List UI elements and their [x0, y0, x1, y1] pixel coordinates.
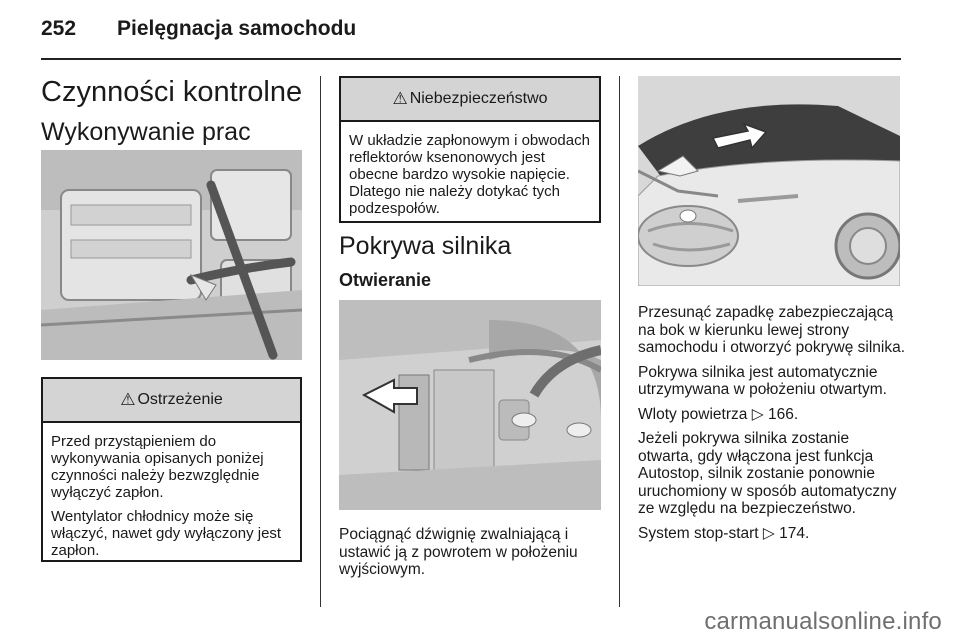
warning-box-title: Ostrzeżenie: [137, 391, 223, 408]
reference-arrow-icon: ▷: [762, 524, 775, 542]
warning-text: Przed przystąpieniem do wykonywania opisanych poniżej czynności należy bezwzględnie wyłączyć zapłon.: [51, 433, 264, 501]
chapter-title: Pielęgnacja samochodu: [117, 17, 357, 40]
cross-reference-page[interactable]: 174.: [779, 524, 810, 542]
cross-reference-page[interactable]: 166.: [767, 405, 799, 423]
section-subheading: Wykonywanie prac: [41, 118, 251, 146]
column-divider-2: [619, 76, 620, 607]
cross-reference-label: Wloty powietrza: [638, 405, 748, 423]
cross-reference-label: System stop-start: [638, 524, 759, 542]
reference-arrow-icon: ▷: [751, 405, 764, 423]
instruction-paragraph: Pociągnąć dźwignię zwalniającą i ustawić ją z powrotem w położeniu wyjściowym.: [339, 526, 578, 578]
warning-text: Wentylator chłodnicy może się włączyć, nawet gdy wyłączony jest zapłon.: [51, 508, 282, 559]
hood-release-lever-illustration: [339, 300, 601, 510]
body-text: [638, 304, 908, 549]
cross-reference: [638, 406, 908, 424]
danger-box: [339, 76, 601, 223]
danger-text: W układzie zapłonowym i obwodach reflektorów ksenonowych jest obecne bardzo wysokie napięcie. Dlatego nie należy dotykać tych podzespołów.: [349, 132, 590, 217]
watermark: carmanualsonline.info: [704, 608, 942, 635]
header-rule: [41, 58, 901, 60]
section-heading: Czynności kontrolne: [41, 76, 303, 108]
page-number: 252: [41, 17, 77, 40]
car-hood-illustration: [638, 76, 900, 286]
subsection-heading: Otwieranie: [339, 270, 432, 290]
column-divider-1: [320, 76, 321, 607]
warning-box: [41, 377, 302, 562]
cross-reference: [638, 525, 908, 543]
warning-box-header: [43, 379, 300, 423]
body-text: [339, 526, 601, 586]
info-paragraph: Pokrywa silnika jest automatycznie utrzymywana w położeniu otwartym.: [638, 363, 887, 398]
engine-bay-illustration: [41, 150, 302, 360]
info-paragraph: Jeżeli pokrywa silnika zostanie otwarta, gdy włączona jest funkcja Autostop, silnik zostanie ponownie uruchomiony w sposób automatyczny ze względu na bezpieczeństwo.: [638, 430, 897, 517]
warning-triangle-icon: ⚠: [120, 390, 136, 409]
danger-box-header: [341, 78, 599, 122]
warning-triangle-icon: ⚠: [392, 89, 408, 108]
section-heading: Pokrywa silnika: [339, 232, 512, 260]
instruction-paragraph: Przesunąć zapadkę zabezpieczającą na bok w kierunku lewej strony samochodu i otworzyć pokrywę silnika.: [638, 304, 906, 356]
danger-box-title: Niebezpieczeństwo: [409, 90, 548, 107]
